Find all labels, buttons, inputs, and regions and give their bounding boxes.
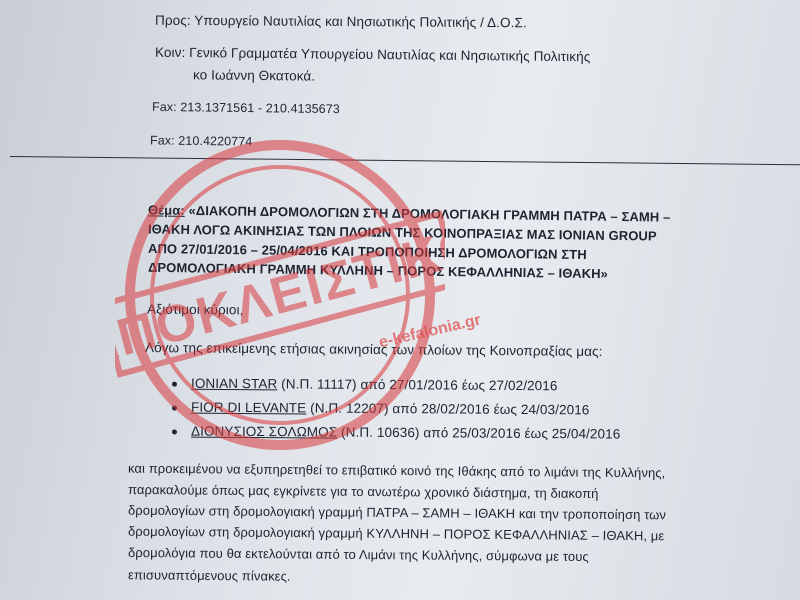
ship-detail: (Ν.Π. 10636) από 25/03/2016 έως 25/04/2016 [337,424,621,442]
subject-text-1: «ΔΙΑΚΟΠΗ ΔΡΟΜΟΛΟΓΙΩΝ ΣΤΗ ΔΡΟΜΟΛΟΓΙΑΚΗ ΓΡΑΜΜΗ ΠΑΤΡΑ – ΣΑΜΗ – [188,202,671,225]
fax-line-2: Fax: 210.4220774 [149,133,253,149]
cc-text-2: κο Ιωάννη Θκατοκά. [192,67,316,84]
ship-name: IONIAN STAR [190,375,278,392]
cc-line [155,45,591,65]
ship-item [172,400,590,418]
to-line [155,13,527,31]
ship-item [172,376,558,394]
subject-line-3: ΑΠΟ 27/01/2016 – 25/04/2016 ΚΑΙ ΤΡΟΠΟΠΟΙΗΣΗ ΔΡΟΜΟΛΟΓΙΩΝ ΣΤΗ [147,240,587,263]
ship-item [172,423,620,441]
site-watermark: e-kefalonia.gr [377,311,483,352]
body-line-6: επισυναπτόμενους πίνακες. [127,567,291,584]
cc-text-1: Γενικό Γραμματέα Υπουργείου Ναυτιλίας και Νησιωτικής Πολιτικής [189,45,591,65]
body-line-2: παρακαλούμε όπως μας εγκρίνετε για το ανωτέρω χρονικό διάστημα, τη διακοπή [127,481,599,502]
bullet-icon [172,405,177,410]
intro-text: Λόγω της επικείμενης ετήσιας ακινησίας των πλοίων της Κοινοπραξίας μας: [144,340,603,359]
bullet-icon [172,429,177,434]
body-line-1: και προκειμένου να εξυπηρετηθεί το επιβατικό κοινό της Ιθάκης από το λιμάνι της Κυλλήνης, [127,460,666,481]
to-text: Υπουργείο Ναυτιλίας και Νησιωτικής Πολιτικής / Δ.Ο.Σ. [194,12,527,31]
ship-detail: (Ν.Π. 11117) από 27/01/2016 έως 27/02/2016 [277,376,558,394]
to-label: Προς: [154,12,191,28]
body-line-5: δρομολόγια που θα εκτελούνται από το Λιμάνι της Κυλλήνης, σύμφωνα με τους [127,544,589,565]
subject-line-1 [148,202,671,224]
stamp-text: ΑΠΟΚΛΕΙΣΤΙΚΟ [115,214,445,378]
body-line-3: δρομολογίων στη δρομολογιακή γραμμή ΠΑΤΡΑ – ΣΑΜΗ – ΙΘΑΚΗ και την τροποποίηση των [127,502,667,523]
subject-line-4: ΔΡΟΜΟΛΟΓΙΑΚΗ ΓΡΑΜΜΗ ΚΥΛΛΗΝΗ – ΠΟΡΟΣ ΚΕΦΑΛΛΗΝΙΑΣ – ΙΘΑΚΗ» [147,259,609,282]
fax-line-1: Fax: 213.1371561 - 210.4135673 [151,99,340,117]
cc-label: Κοιν: [154,44,186,61]
ship-name: ΔΙΟΝΥΣΙΟΣ ΣΟΛΩΜΟΣ [190,423,338,440]
ship-detail: (Ν.Π. 12207) από 28/02/2016 έως 24/03/2016 [306,400,590,418]
greeting: Αξιότιμοι κύριοι, [146,301,244,318]
divider-line [10,156,800,165]
subject-label: Θέμα: [147,202,185,218]
body-line-4: δρομολογίων στη δρομολογιακή γραμμή ΚΥΛΛΗΝΗ – ΠΟΡΟΣ ΚΕΦΑΛΛΗΝΙΑΣ – ΙΘΑΚΗ, με [127,523,665,544]
ship-name: FIOR DI LEVANTE [190,399,307,416]
bullet-icon [172,382,177,387]
subject-line-2: ΙΘΑΚΗ ΛΟΓΩ ΑΚΙΝΗΣΙΑΣ ΤΩΝ ΠΛΟΙΩΝ ΤΗΣ ΚΟΙΝΟΠΡΑΞΙΑΣ ΜΑΣ IONIAN GROUP [147,221,657,244]
